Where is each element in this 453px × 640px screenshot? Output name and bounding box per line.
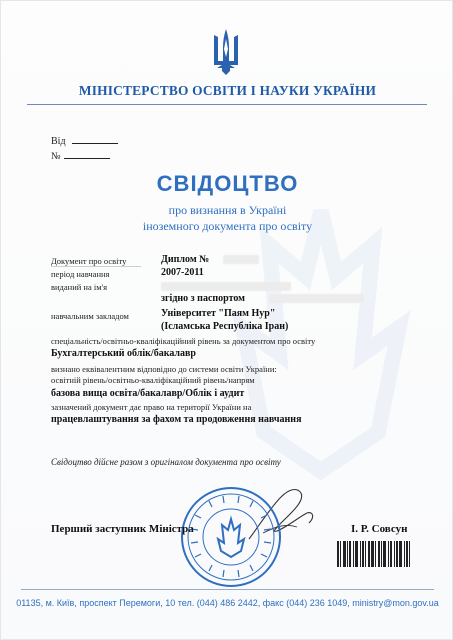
reg-number-row [51, 149, 110, 162]
subtitle-line-2: іноземного документа про освіту [142, 219, 313, 233]
rights-label: зазначений документ дає право на території України на [51, 402, 252, 412]
document-value: Диплом № [161, 254, 210, 265]
reg-number-label: № [51, 151, 61, 162]
issued-label: виданий на ім'я [51, 282, 108, 292]
specialty-label: спеціальність/освітньо-кваліфікаційний рівень за документом про освіту [51, 336, 316, 346]
official-stamp-icon [179, 485, 283, 589]
equivalence-value: базова вища освіта/бакалавр/Облік і аудит [51, 388, 245, 399]
reg-date-label: Від [51, 136, 66, 147]
subtitle-line-1: про визнання в Україні [168, 203, 287, 217]
footer-divider [21, 589, 434, 590]
ministry-title: МІНІСТЕРСТВО ОСВІТИ І НАУКИ УКРАЇНИ [78, 83, 377, 98]
redacted-diploma-number [223, 255, 259, 264]
document-title: СВІДОЦТВО [156, 171, 299, 196]
redacted-passport [269, 294, 364, 303]
period-value: 2007-2011 [161, 267, 204, 278]
specialty-value: Бухгалтерський облік/бакалавр [51, 348, 196, 359]
institution-value-1: Університет "Паям Нур" [161, 308, 276, 319]
institution-label: навчальним закладом [51, 311, 129, 321]
footer-contacts: 01135, м. Київ, проспект Перемоги, 10 тел. (044) 486 2442, факс (044) 236 1049, ministry@mon.gov.ua [16, 598, 439, 608]
trident-emblem-icon [208, 27, 244, 77]
validity-note: Свідоцтво дійсне разом з оригіналом документа про освіту [51, 457, 281, 467]
barcode-icon [337, 541, 423, 567]
document-label: Документ про освіту [51, 256, 127, 266]
equivalence-label-2: освітній рівень/освітньо-кваліфікаційний рівень/напрям [51, 375, 255, 385]
signatory-name: І. Р. Совсун [351, 523, 408, 535]
period-label: період навчання [51, 269, 110, 279]
redacted-name [161, 282, 291, 291]
signatory-position: Перший заступник Міністра [51, 523, 194, 535]
institution-value-2: (Ісламська Республіка Іран) [161, 321, 289, 332]
equivalence-label-1: визнано еквівалентним відповідно до системи освіти України: [51, 364, 277, 374]
rights-value: працевлаштування за фахом та продовження навчання [51, 414, 302, 425]
reg-date-row [51, 134, 118, 147]
passport-value: згідно з паспортом [161, 293, 245, 304]
header-divider [27, 104, 427, 105]
